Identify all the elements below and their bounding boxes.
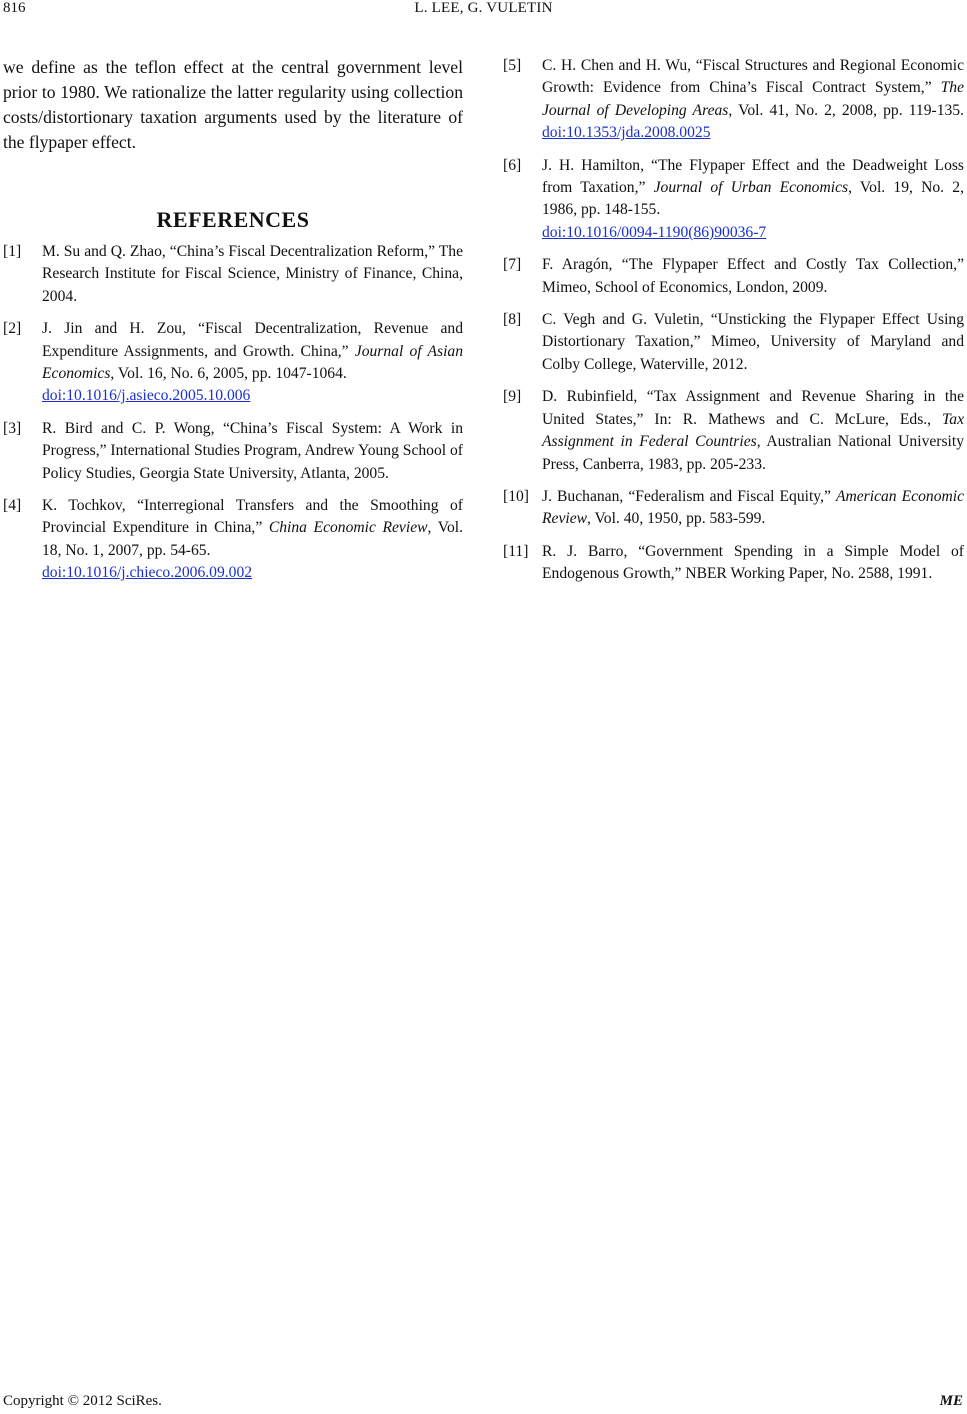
reference-text: R. J. Barro, “Government Spending in a Simple Model of Endogenous Growth,” NBER Working Paper, No. 2588, 1991. <box>542 542 964 583</box>
reference-details: , Vol. 16, No. 6, 2005, pp. 1047-1064. <box>110 365 347 383</box>
reference-text: M. Su and Q. Zhao, “China’s Fiscal Decentralization Reform,” The Research Institute for Fiscal Science, Ministry of Finance, China, 2004. <box>42 243 463 305</box>
reference-text: J. Buchanan, “Federalism and Fiscal Equity,” <box>542 487 836 505</box>
reference-number: [1] <box>3 243 22 260</box>
reference-book-title: Tax Assignment in Federal Countries <box>542 410 964 451</box>
reference-journal: American Economic Review <box>542 487 965 528</box>
reference-text: J. Jin and H. Zou, “Fiscal Decentralization, Revenue and Expenditure Assignments, and Growth. China,” <box>42 320 463 360</box>
reference-journal: Journal of Asian Economics <box>42 342 463 383</box>
copyright-footer: Copyright © 2012 SciRes. <box>3 1393 162 1409</box>
reference-journal: Journal of Urban Economics <box>653 179 849 197</box>
reference-details: , Vol. 40, 1950, pp. 583-599. <box>587 510 766 528</box>
reference-text: R. Bird and C. P. Wong, “China’s Fiscal System: A Work in Progress,” International Studies Program, Andrew Young School of Policy Studies, Georgia State University, Atlanta, 2005. <box>42 419 463 482</box>
running-head: L. LEE, G. VULETIN <box>414 0 553 16</box>
left-column <box>3 55 463 595</box>
reference-journal: The Journal of Developing Areas <box>542 79 964 119</box>
reference-text: J. H. Hamilton, “The Flypaper Effect and the Deadweight Loss from Taxation,” <box>542 156 964 197</box>
reference-item <box>503 309 964 376</box>
reference-item <box>503 386 964 476</box>
reference-item <box>3 495 463 585</box>
reference-number: [11] <box>503 542 529 560</box>
reference-item <box>503 486 964 531</box>
reference-list-left <box>3 241 463 585</box>
reference-number: [9] <box>503 388 522 406</box>
reference-text: C. H. Chen and H. Wu, “Fiscal Structures and Regional Economic Growth: Evidence from China’s Fiscal Contract System,” <box>542 57 964 97</box>
reference-number: [3] <box>3 419 22 437</box>
journal-abbreviation: ME <box>939 1393 963 1409</box>
reference-number: [10] <box>503 487 529 505</box>
references-heading: REFERENCES <box>156 207 310 232</box>
reference-number: [8] <box>503 311 522 329</box>
reference-item <box>503 541 964 586</box>
reference-item <box>3 241 463 308</box>
reference-item <box>3 418 463 485</box>
reference-number: [7] <box>503 256 522 274</box>
reference-item <box>503 55 964 145</box>
doi-link[interactable]: doi:10.1016/j.chieco.2006.09.002 <box>42 564 253 582</box>
reference-item <box>503 254 964 299</box>
reference-details: , Australian National University Press, Canberra, 1983, pp. 205-233. <box>542 433 965 473</box>
reference-number: [5] <box>503 57 522 74</box>
doi-link[interactable]: doi:10.1353/jda.2008.0025 <box>542 124 711 142</box>
page-number: 816 <box>3 0 26 16</box>
reference-journal: China Economic Review <box>268 519 428 537</box>
doi-link[interactable]: doi:10.1016/0094-1190(86)90036-7 <box>542 223 767 241</box>
reference-number: [2] <box>3 320 22 338</box>
reference-details: , Vol. 18, No. 1, 2007, pp. 54-65. <box>42 519 463 559</box>
reference-text: F. Aragón, “The Flypaper Effect and Costly Tax Collection,” Mimeo, School of Economics, London, 2009. <box>542 256 964 296</box>
intro-paragraph: we define as the teflon effect at the central government level prior to 1980. We rationalize the latter regularity using collection costs/distortionary taxation arguments used by the literature of the flypaper effect. <box>3 57 463 152</box>
reference-details: , Vol. 41, No. 2, 2008, pp. 119-135. <box>728 101 965 119</box>
doi-link[interactable]: doi:10.1016/j.asieco.2005.10.006 <box>42 387 251 405</box>
reference-list-right <box>503 55 964 586</box>
reference-details: , Vol. 19, No. 2, 1986, pp. 148-155. <box>542 179 964 219</box>
right-column <box>503 55 964 596</box>
reference-text: K. Tochkov, “Interregional Transfers and the Smoothing of Provincial Expenditure in China,” <box>42 497 463 537</box>
reference-number: [4] <box>3 497 22 515</box>
reference-text: C. Vegh and G. Vuletin, “Unsticking the Flypaper Effect Using Distortionary Taxation,” Mimeo, University of Maryland and Colby College, Waterville, 2012. <box>542 311 964 373</box>
reference-item <box>3 318 463 408</box>
reference-text: D. Rubinfield, “Tax Assignment and Revenue Sharing in the United States,” In: R. Mathews and C. McLure, Eds., <box>542 388 964 428</box>
reference-number: [6] <box>503 156 522 174</box>
reference-item <box>503 155 964 245</box>
